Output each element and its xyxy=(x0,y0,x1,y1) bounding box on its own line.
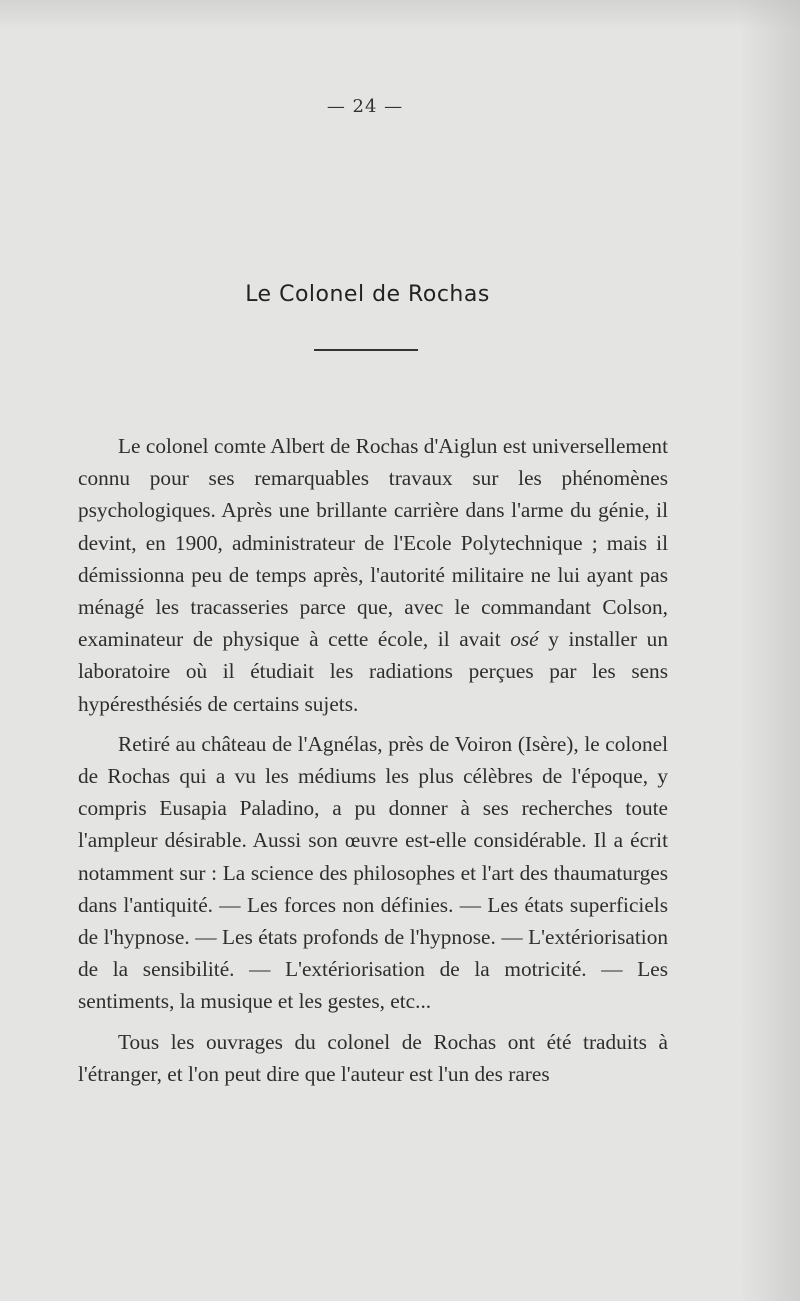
paragraph-1-italic: osé xyxy=(510,627,539,652)
paragraph-2: Retiré au château de l'Agnélas, près de Voiron (Isère), le colonel de Rochas qui a vu les médiums les plus célèbres de l'époque, y compris Eusapia Paladino, a pu donner à ses recherches toute l'ampleur désirable. Aussi son œuvre est-elle considérable. Il a écrit notamment sur : La science des philosophes et l'art des thaumaturges dans l'antiquité. — Les forces non définies. — Les états superficiels de l'hypnose. — Les états profonds de l'hypnose. — L'extériorisation de la sensibilité. — L'extériorisation de la motricité. — Les sentiments, la musique et les gestes, etc... xyxy=(78,731,668,1014)
page-shadow-top xyxy=(0,0,800,30)
paragraph-1-part-b: y installer un laboratoire où il étudiait les radiations perçues par les sens hypéresthésiés de certains sujets. xyxy=(78,627,668,716)
paragraph-1 xyxy=(78,430,668,720)
page-shadow-right xyxy=(740,0,800,1301)
page-number: — 24 — xyxy=(326,96,404,117)
body-text xyxy=(78,430,668,1098)
paragraph-1-part-a: Le colonel comte Albert de Rochas d'Aiglun est universellement connu pour ses remarquables travaux sur les phénomènes psychologiques. Après une brillante carrière dans l'arme du génie, il devint, en 1900, administrateur de l'Ecole Polytechnique ; mais il démissionna peu de temps après, l'autorité militaire ne lui ayant pas ménagé les tracasseries parce que, avec le commandant Colson, examinateur de physique à cette école, il avait xyxy=(78,434,668,652)
page-title: Le Colonel de Rochas xyxy=(245,282,490,307)
title-divider xyxy=(314,349,418,351)
paragraph-3: Tous les ouvrages du colonel de Rochas ont été traduits à l'étranger, et l'on peut dire que l'auteur est l'un des rares xyxy=(78,1029,668,1086)
